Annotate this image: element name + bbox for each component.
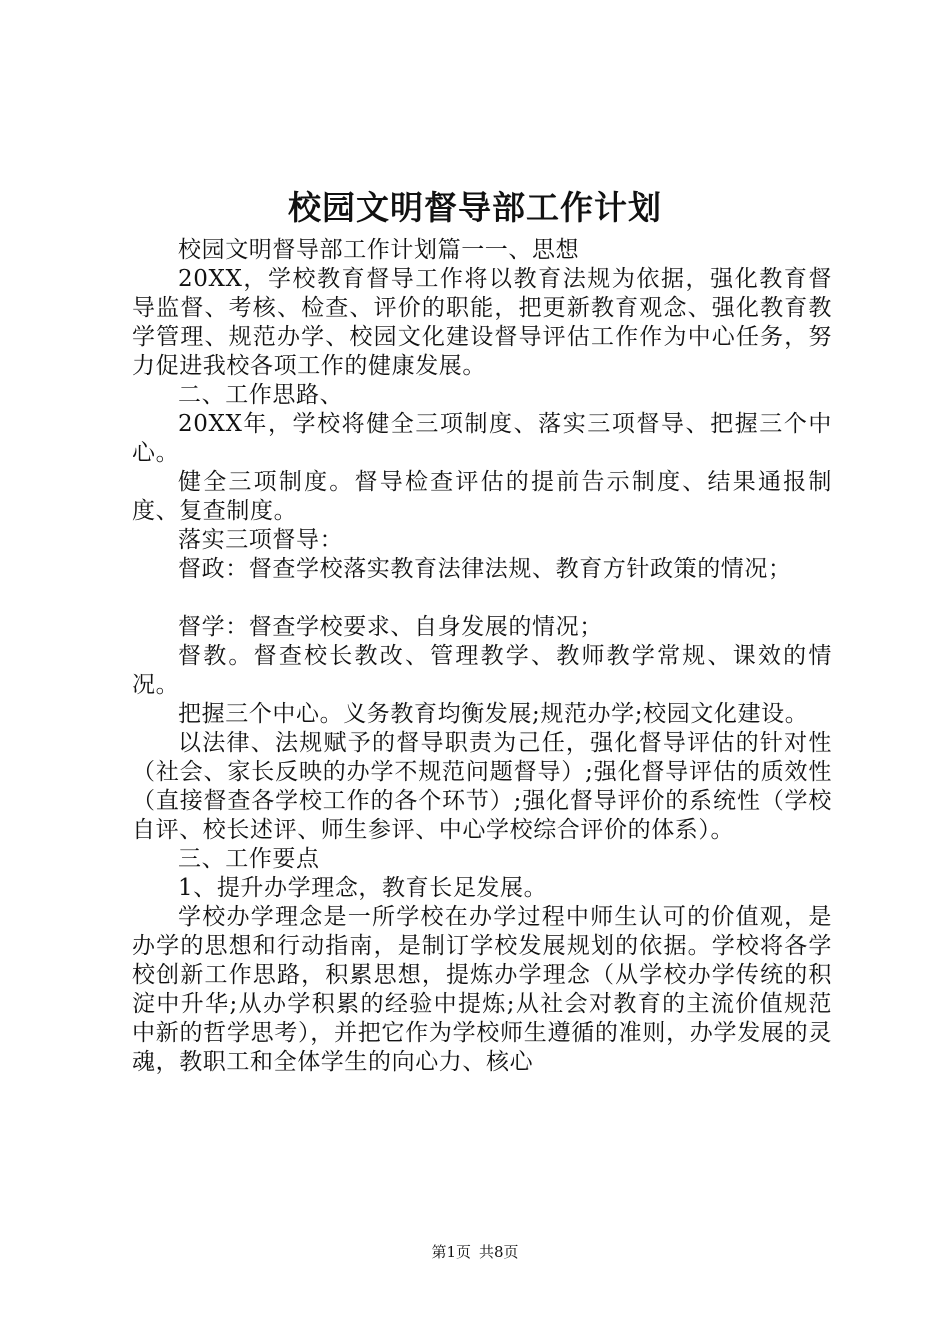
paragraph-8: 督学：督查学校要求、自身发展的情况；: [178, 614, 603, 640]
paragraph-9: 督教。督查校长教改、管理教学、教师教学常规、课效的情况。: [132, 643, 832, 698]
paragraph-3: 二、工作思路、: [178, 382, 344, 408]
paragraph-10: 把握三个中心。义务教育均衡发展;规范办学;校园文化建设。: [178, 701, 809, 727]
paragraph-4: 20XX年，学校将健全三项制度、落实三项督导、把握三个中心。: [132, 411, 832, 466]
page-total: 共8页: [479, 1243, 519, 1261]
paragraph-1: 校园文明督导部工作计划篇一一、思想: [178, 237, 580, 263]
paragraph-6: 落实三项督导：: [178, 527, 344, 553]
document-body: [132, 236, 832, 1077]
page-footer: [0, 1242, 950, 1262]
paragraph-11: 以法律、法规赋予的督导职责为己任，强化督导评估的针对性（社会、家长反映的办学不规范问题督导）;强化督导评估的质效性（直接督查各学校工作的各个环节）;强化督导评价的系统性（学校自评、校长述评、师生参评、中心学校综合评价的体系）。: [132, 730, 832, 843]
paragraph-13: 1、提升办学理念，教育长足发展。: [178, 875, 548, 901]
paragraph-gap: [132, 584, 832, 613]
page-number: 第1页: [431, 1243, 471, 1261]
document-title: 校园文明督导部工作计划: [288, 188, 662, 227]
paragraph-2: 20XX，学校教育督导工作将以教育法规为依据，强化教育督导监督、考核、检查、评价的职能，把更新教育观念、强化教育教学管理、规范办学、校园文化建设督导评估工作作为中心任务，努力促进我校各项工作的健康发展。: [132, 266, 832, 379]
paragraph-12: 三、工作要点: [178, 846, 320, 872]
paragraph-7: 督政：督查学校落实教育法律法规、教育方针政策的情况；: [178, 556, 792, 582]
paragraph-14: 学校办学理念是一所学校在办学过程中师生认可的价值观，是办学的思想和行动指南，是制订学校发展规划的依据。学校将各学校创新工作思路，积累思想，提炼办学理念（从学校办学传统的积淀中升华;从办学积累的经验中提炼;从社会对教育的主流价值规范中新的哲学思考），并把它作为学校师生遵循的准则，办学发展的灵魂，教职工和全体学生的向心力、核心: [132, 904, 832, 1075]
paragraph-5: 健全三项制度。督导检查评估的提前告示制度、结果通报制度、复查制度。: [132, 469, 832, 524]
